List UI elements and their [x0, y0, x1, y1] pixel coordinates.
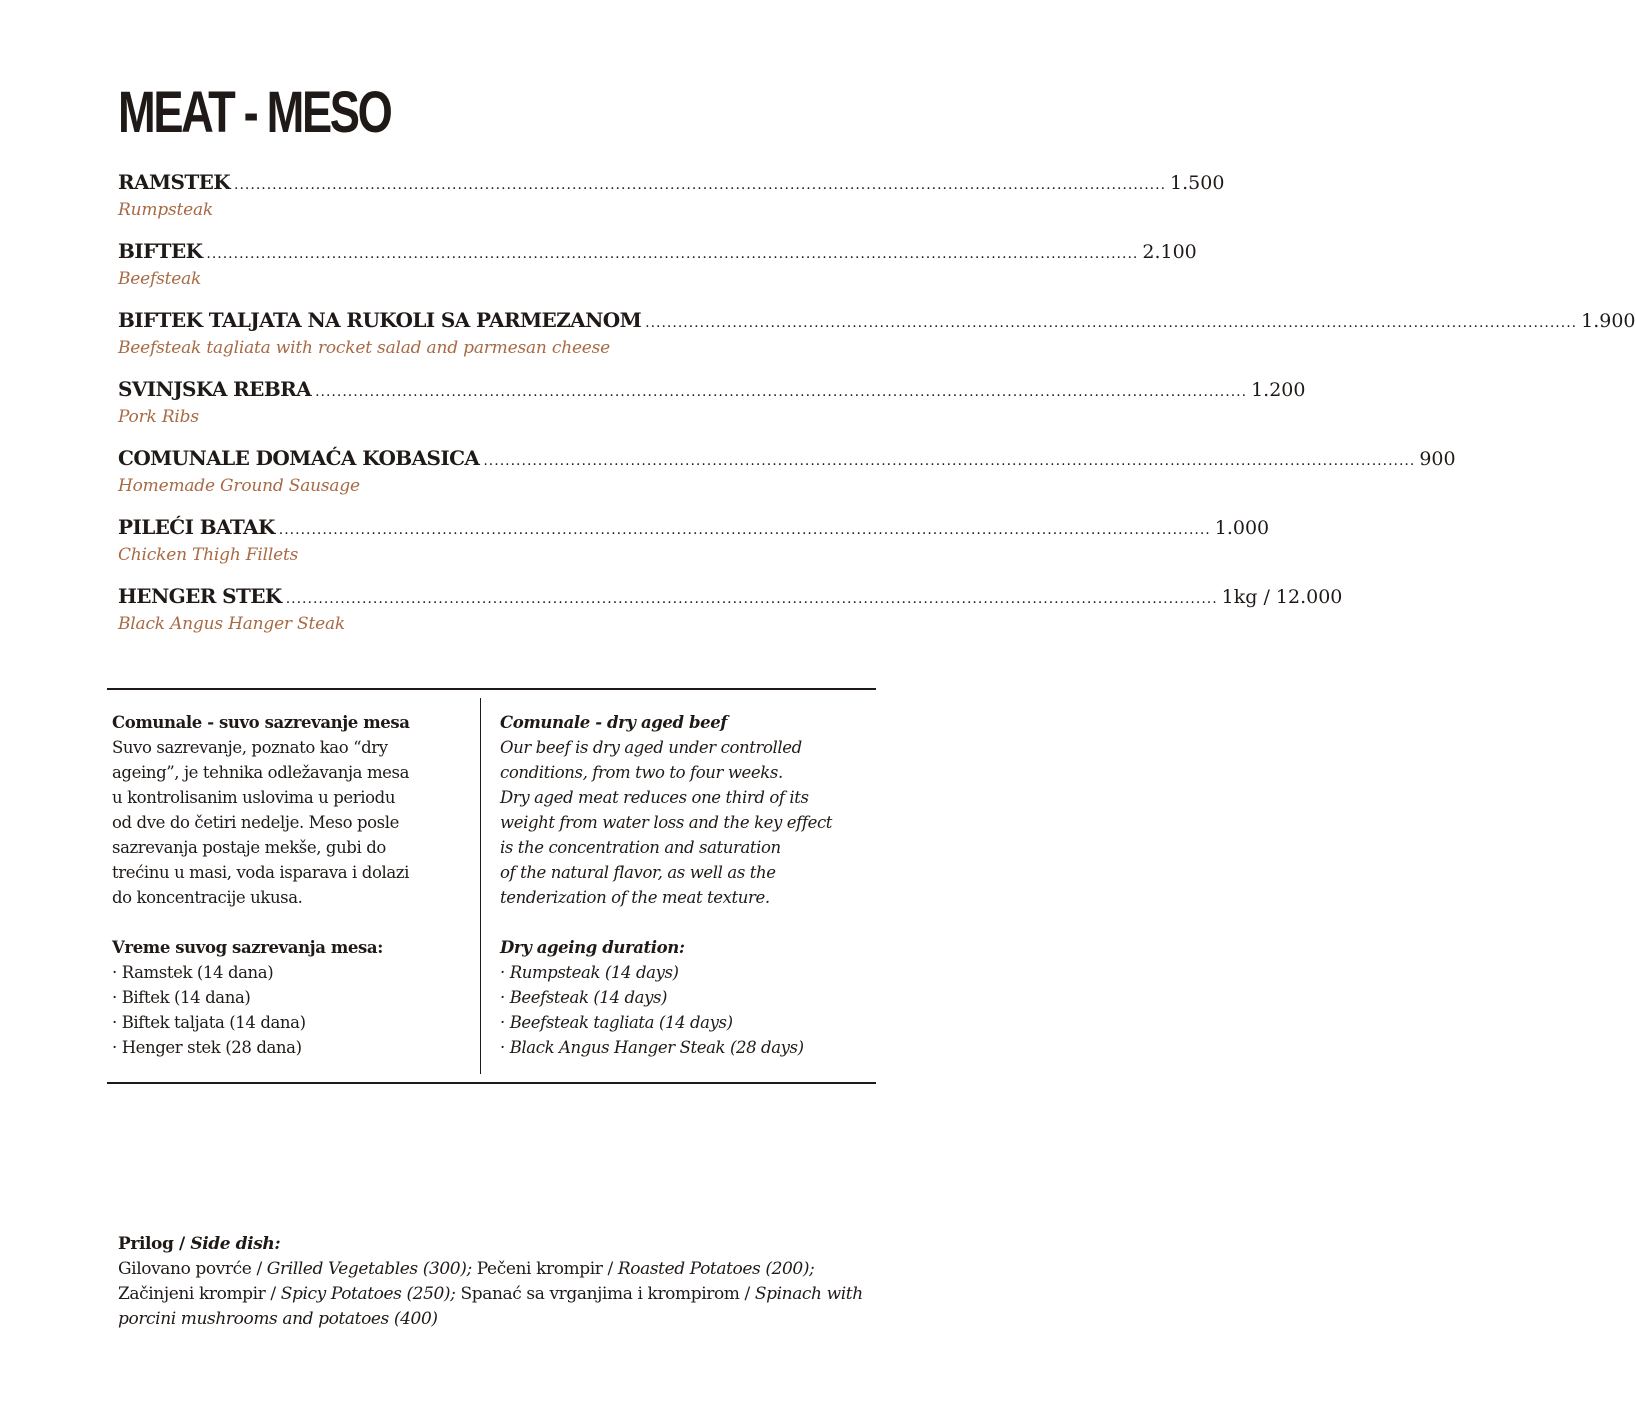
- info-column-serbian: [112, 710, 472, 1060]
- menu-item: [118, 446, 1456, 515]
- column-divider: [480, 698, 481, 1074]
- item-price: 1.500: [1170, 172, 1225, 194]
- duration-list: [500, 960, 890, 1060]
- item-price: 2.100: [1142, 241, 1197, 263]
- info-line: Dry aged meat reduces one third of its: [500, 788, 809, 807]
- side-dish-en: Spicy Potatoes (250);: [280, 1284, 456, 1304]
- info-line: conditions, from two to four weeks.: [500, 763, 783, 782]
- side-dish-en: Roasted Potatoes (200);: [617, 1259, 815, 1279]
- side-dish-section: [118, 1232, 868, 1332]
- dot-leader: ...........................................................................................................................................................................: [315, 384, 1248, 400]
- item-english-name: Rumpsteak: [118, 200, 214, 220]
- info-column-english: [500, 710, 890, 1060]
- side-dish-en: Spinach with porcini mushrooms and potatoes (400): [118, 1284, 863, 1329]
- side-dish-sr: Začinjeni krompir /: [118, 1284, 281, 1304]
- side-dish-heading: [118, 1232, 868, 1257]
- side-dish-sr: Pečeni krompir /: [471, 1259, 618, 1279]
- dot-leader: ...........................................................................................................................................................................: [645, 315, 1578, 331]
- info-line: u kontrolisanim uslovima u periodu: [112, 788, 396, 807]
- dot-leader: ...........................................................................................................................................................................: [278, 522, 1211, 538]
- side-dish-label-en: Side dish:: [190, 1234, 281, 1254]
- duration-list: [112, 960, 472, 1060]
- dot-leader: ...........................................................................................................................................................................: [234, 177, 1167, 193]
- item-name: PILEĆI BATAK: [118, 515, 275, 539]
- item-english-name: Beefsteak tagliata with rocket salad and parmesan cheese: [118, 338, 611, 358]
- item-price: 1.000: [1214, 517, 1270, 539]
- duration-item: · Beefsteak (14 days): [500, 988, 668, 1007]
- menu-item: [118, 515, 1270, 584]
- item-english-name: Chicken Thigh Fillets: [118, 545, 299, 565]
- item-name: COMUNALE DOMAĆA KOBASICA: [118, 446, 480, 470]
- menu-item: [118, 377, 1306, 446]
- duration-item: · Biftek (14 dana): [112, 988, 251, 1007]
- item-price: 1.900: [1581, 310, 1636, 332]
- item-name: HENGER STEK: [118, 584, 282, 608]
- item-price: 900: [1419, 448, 1456, 470]
- dot-leader: ...........................................................................................................................................................................: [206, 246, 1139, 262]
- info-line: Our beef is dry aged under controlled: [500, 738, 802, 757]
- item-english-name: Homemade Ground Sausage: [118, 476, 360, 496]
- dot-leader: ...........................................................................................................................................................................: [483, 453, 1416, 469]
- item-name: BIFTEK TALJATA NA RUKOLI SA PARMEZANOM: [118, 308, 642, 332]
- menu-item: [118, 170, 1225, 239]
- page-title: MEAT - MESO: [118, 80, 391, 145]
- duration-heading: Vreme suvog sazrevanja mesa:: [112, 938, 383, 957]
- item-price: 1kg / 12.000: [1221, 586, 1343, 608]
- menu-item: [118, 584, 1343, 653]
- menu-item: [118, 308, 1636, 377]
- item-english-name: Black Angus Hanger Steak: [118, 614, 346, 634]
- duration-item: · Beefsteak tagliata (14 days): [500, 1013, 733, 1032]
- duration-item: · Rumpsteak (14 days): [500, 963, 679, 982]
- menu-item: [118, 239, 1197, 308]
- item-english-name: Beefsteak: [118, 269, 202, 289]
- duration-item: · Black Angus Hanger Steak (28 days): [500, 1038, 804, 1057]
- info-line: ageing”, je tehnika odležavanja mesa: [112, 763, 410, 782]
- info-line: do koncentracije ukusa.: [112, 888, 303, 907]
- side-dish-sr: Gilovano povrće /: [118, 1259, 267, 1279]
- duration-heading: Dry ageing duration:: [500, 938, 685, 957]
- duration-item: · Biftek taljata (14 dana): [112, 1013, 306, 1032]
- duration-item: · Ramstek (14 dana): [112, 963, 274, 982]
- info-line: of the natural flavor, as well as the: [500, 863, 776, 882]
- duration-item: · Henger stek (28 dana): [112, 1038, 302, 1057]
- info-line: od dve do četiri nedelje. Meso posle: [112, 813, 399, 832]
- item-name: SVINJSKA REBRA: [118, 377, 312, 401]
- info-heading: Comunale - dry aged beef: [500, 713, 727, 732]
- info-line: trećinu u masi, voda isparava i dolazi: [112, 863, 409, 882]
- item-english-name: Pork Ribs: [118, 407, 199, 427]
- dry-aging-info-box: [107, 688, 876, 1084]
- info-line: weight from water loss and the key effect: [500, 813, 833, 832]
- menu-list: [118, 170, 1636, 653]
- item-price: 1.200: [1251, 379, 1306, 401]
- info-line: sazrevanja postaje mekše, gubi do: [112, 838, 386, 857]
- dot-leader: ...........................................................................................................................................................................: [285, 591, 1218, 607]
- side-dish-list: [118, 1257, 868, 1332]
- side-dish-label-sr: Prilog /: [118, 1234, 191, 1254]
- side-dish-en: Grilled Vegetables (300);: [266, 1259, 472, 1279]
- item-name: BIFTEK: [118, 239, 203, 263]
- side-dish-sr: Spanać sa vrganjima i krompirom /: [455, 1284, 755, 1304]
- item-name: RAMSTEK: [118, 170, 231, 194]
- info-line: is the concentration and saturation: [500, 838, 781, 857]
- info-heading: Comunale - suvo sazrevanje mesa: [112, 713, 410, 732]
- info-line: Suvo sazrevanje, poznato kao “dry: [112, 738, 388, 757]
- info-line: tenderization of the meat texture.: [500, 888, 770, 907]
